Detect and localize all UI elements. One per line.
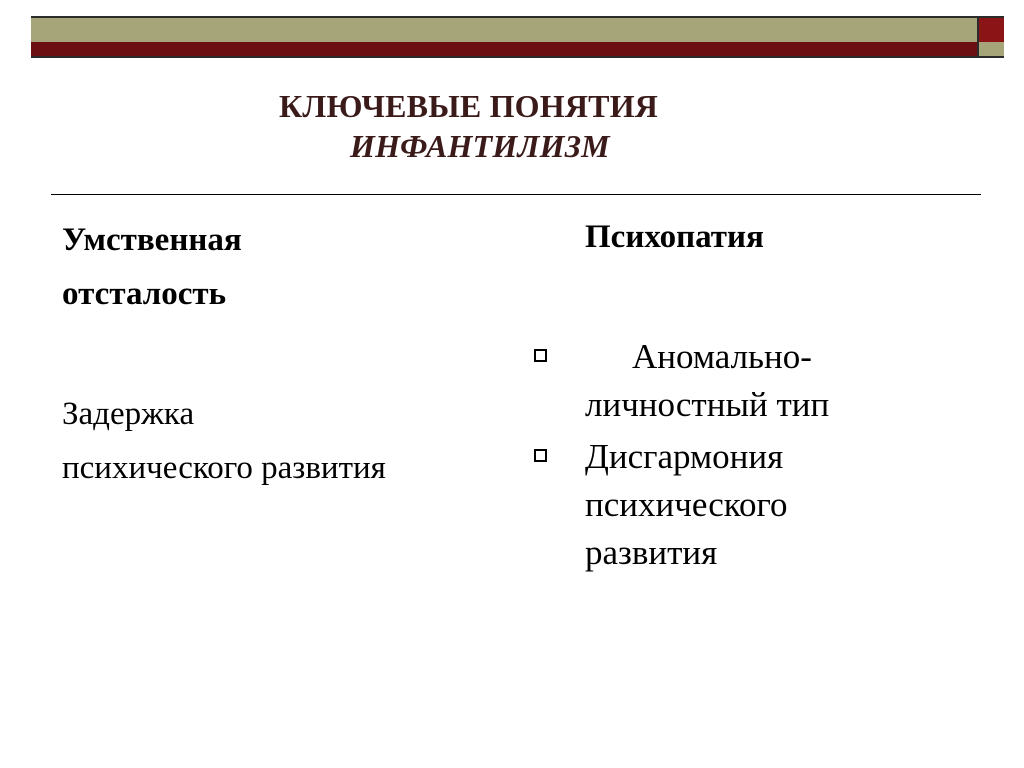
left-column [62, 213, 482, 495]
header-band-olive [31, 16, 977, 42]
hollow-square-icon [534, 349, 547, 362]
right-column [530, 213, 970, 581]
title-divider [51, 194, 981, 195]
bullet-item [530, 433, 970, 577]
left-heading-line2: отсталость [62, 276, 227, 312]
right-heading: Психопатия [585, 219, 764, 255]
bullet-text-line: личностный тип [585, 385, 830, 424]
bullet-text-line: развития [585, 533, 718, 572]
header-band-maroon [31, 42, 977, 58]
hollow-square-icon [534, 449, 547, 462]
bullet-text-line: Дисгармония [585, 437, 784, 476]
slide-subtitle: ИНФАНТИЛИЗМ [350, 128, 610, 164]
slide-title: КЛЮЧЕВЫЕ ПОНЯТИЯ [279, 88, 659, 124]
left-body [62, 387, 482, 495]
corner-square-red [979, 16, 1004, 42]
bullet-text-line: Аномально- [632, 337, 812, 376]
left-heading [62, 213, 482, 321]
bullet-item [530, 333, 970, 429]
corner-square-olive [979, 42, 1004, 58]
left-body-line2: психического развития [62, 450, 386, 486]
bullet-list [530, 333, 970, 577]
left-heading-line1: Умственная [62, 222, 242, 258]
bullet-text-line: психического [585, 485, 788, 524]
left-body-line1: Задержка [62, 396, 195, 432]
